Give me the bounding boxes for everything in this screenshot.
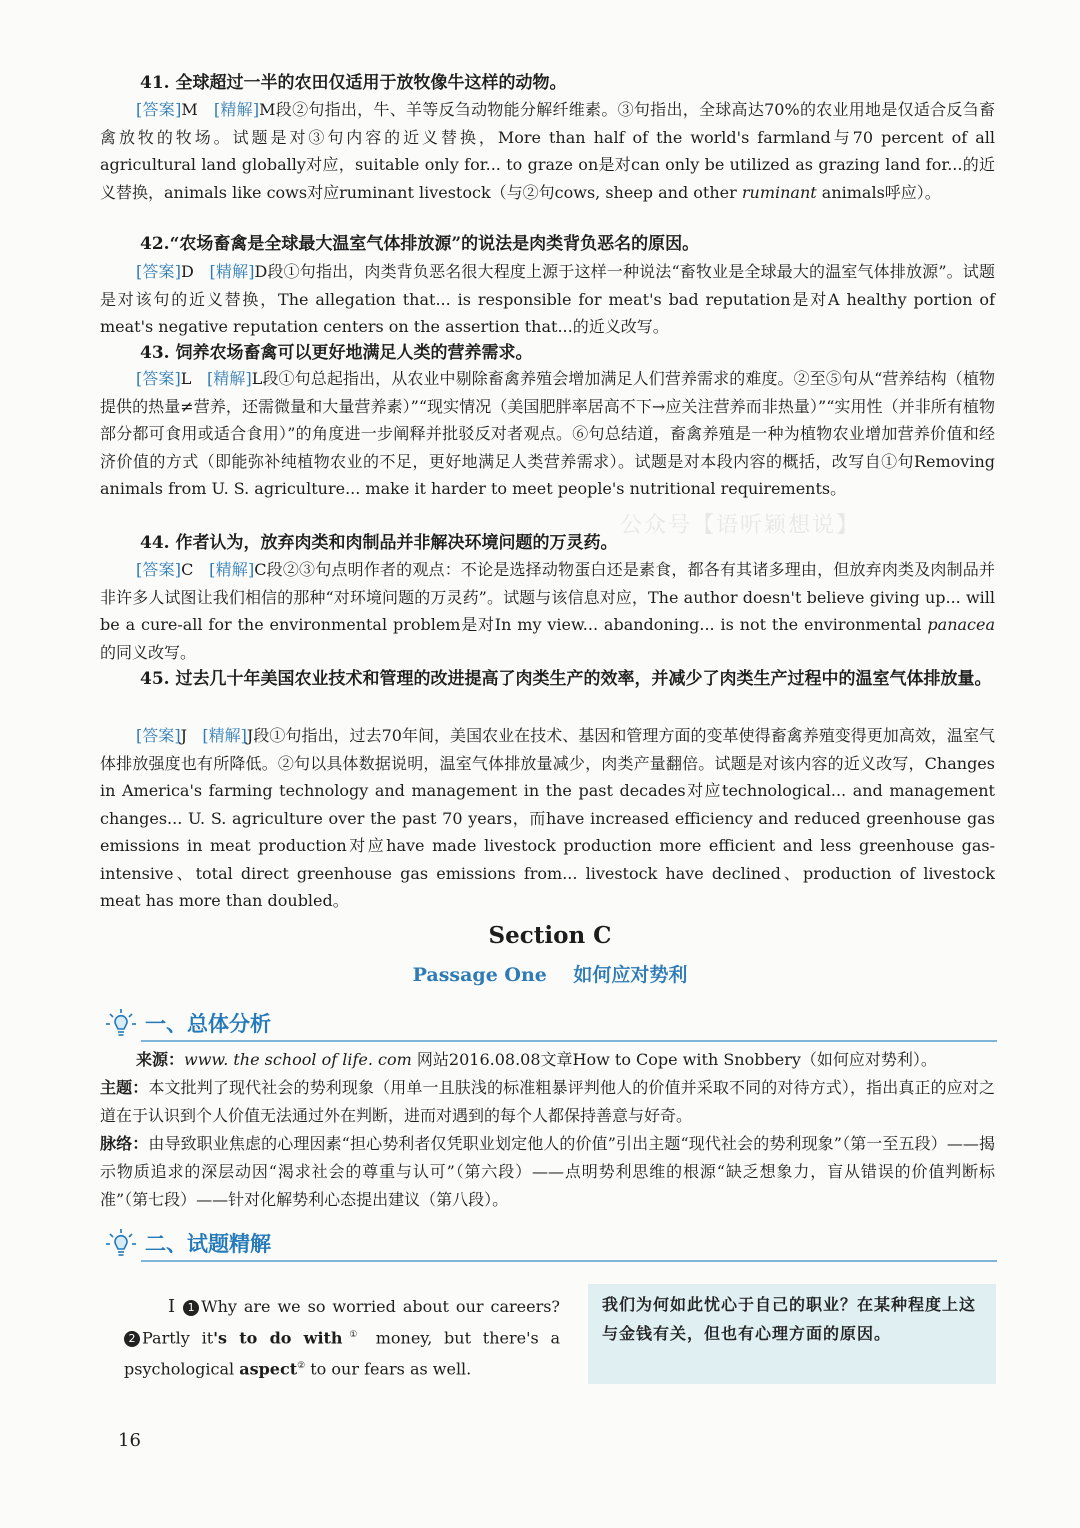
- passage-title-zh: 如何应对势利: [573, 964, 688, 986]
- question-41-title: 41. 全球超过一半的农田仅适用于放牧像牛这样的动物。: [140, 73, 567, 93]
- sentence-number: 2: [124, 1331, 140, 1347]
- question-44-explanation: [100, 556, 995, 666]
- paragraph-mark: I: [168, 1296, 176, 1317]
- theme-label: 主题：: [100, 1078, 149, 1097]
- question-42-explanation: [100, 258, 995, 341]
- explain-text-end: animals呼应）。: [816, 182, 941, 202]
- answer-tag: [答案]: [136, 262, 181, 281]
- passage-title-en: Passage One: [412, 964, 547, 986]
- explain-italic: panacea: [927, 615, 995, 634]
- answer-tag: [答案]: [136, 100, 182, 119]
- watermark: 公众号【语听颖想说】: [620, 513, 861, 538]
- note-marker: ①: [342, 1330, 364, 1340]
- answer-letter: J: [180, 726, 187, 745]
- sentence-2-part-a: Partly it: [142, 1328, 214, 1348]
- lightbulb-icon: [105, 1008, 137, 1040]
- question-43-title: 43. 饲养农场畜禽可以更好地满足人类的营养需求。: [140, 343, 533, 363]
- sentence-1: Why are we so worried about our careers?: [201, 1297, 560, 1316]
- explain-text: L段①句总起指出，从农业中剔除畜禽养殖会增加满足人们营养需求的难度。②至⑤句从“营养结构（植物提供的热量≠营养，还需微量和大量营养素）”“现实情况（美国肥胖率居高不下→应关注营养而非热量）”“实用性（并非所有植物部分都可食用或适合食用）”的角度进一步阐释并批驳反对者观点。⑥句总结道，畜禽养殖是一种为植物农业增加营养价值和经济价值的方式（即能弥补纯植物农业的不足，更好地满足人类营养需求）。试题是对本段内容的概括，改写自①句Removing animals from U. S. agriculture... make it harder to meet people's nutritional requirements。: [100, 369, 995, 498]
- overview-heading-bar: [105, 1006, 997, 1042]
- context-text: 由导致职业焦虑的心理因素“担心势利者仅凭职业划定他人的价值”引出主题“现代社会的势利现象”（第一至五段）——揭示物质追求的深层动因“渴求社会的尊重与认可”（第六段）——点明势利思维的根源“缺乏想象力，盲从错误的价值判断标准”（第七段）——针对化解势利心态提出建议（第八段）。: [100, 1134, 995, 1209]
- page-number: 16: [118, 1430, 141, 1451]
- passage-paragraph-1: [124, 1292, 560, 1384]
- source-label: 来源：: [136, 1050, 185, 1069]
- sentence-2-part-b: money, but there's a psychological: [124, 1328, 560, 1379]
- explain-text: M段②句指出，牛、羊等反刍动物能分解纤维素。③句指出，全球高达70%的农业用地是仅适合反刍畜禽放牧的牧场。试题是对③句内容的近义替换，More than half of the world's farmland与70 percent of all agricultural land globally对应，suitable only for... to graze on是对can only be utilized as grazing land for...的近义替换，animals like cows对应ruminant livestock（与②句cows, sheep and other: [100, 100, 995, 202]
- key-word: aspect: [239, 1359, 298, 1379]
- explain-text: D段①句指出，肉类背负恶名很大程度上源于这样一种说法“畜牧业是全球最大的温室气体排放源”。试题是对该句的近义替换，The allegation that... is responsible for meat's bad reputation是对A healthy portion of meat's negative reputation centers on the assertion that...的近义改写。: [100, 262, 995, 336]
- question-42-title: 42.“农场畜禽是全球最大温室气体排放源”的说法是肉类背负恶名的原因。: [140, 234, 700, 254]
- note-marker: ②: [297, 1361, 306, 1372]
- heading-rule: [141, 1040, 997, 1042]
- question-43-explanation: [100, 365, 995, 503]
- source-line: [100, 1046, 995, 1074]
- answer-tag: [答案]: [136, 369, 181, 388]
- context-line: [100, 1130, 995, 1214]
- sentence-number: 1: [183, 1300, 199, 1316]
- explain-text-end: 的同义改写。: [100, 642, 197, 662]
- overview-summary: [100, 1046, 995, 1214]
- detail-heading: 二、试题精解: [145, 1232, 271, 1256]
- answer-letter: M: [181, 100, 198, 119]
- explain-tag: [精解]: [209, 262, 255, 281]
- theme-text: 本文批判了现代社会的势利现象（用单一且肤浅的标准粗暴评判他人的价值并采取不同的对待方式），指出真正的应对之道在于认识到个人价值无法通过外在判断，进而对遇到的每个人都保持善意与好奇。: [100, 1078, 995, 1125]
- section-title: Section C: [488, 922, 612, 949]
- answer-tag: [答案]: [136, 726, 181, 745]
- context-label: 脉络：: [100, 1134, 149, 1153]
- explain-text: C段②③句点明作者的观点：不论是选择动物蛋白还是素食，都各有其诸多理由，但放弃肉类及肉制品并非许多人试图让我们相信的那种“对环境问题的万灵药”。试题与该信息对应，The author doesn't believe giving up... will be a cure-all for the environmental problem是对In my view... abandoning... is not the environmental: [100, 560, 995, 634]
- heading-rule: [141, 1260, 997, 1262]
- question-44-title: 44. 作者认为，放弃肉类和肉制品并非解决环境问题的万灵药。: [140, 533, 618, 553]
- question-45-title: 45. 过去几十年美国农业技术和管理的改进提高了肉类生产的效率，并减少了肉类生产过程中的温室气体排放量。: [140, 669, 992, 689]
- sentence-2-part-c: to our fears as well.: [305, 1359, 472, 1379]
- explain-tag: [精解]: [209, 560, 255, 579]
- lightbulb-icon: [105, 1228, 137, 1260]
- answer-letter: D: [180, 262, 194, 281]
- answer-tag: [答案]: [136, 560, 182, 579]
- answer-letter: L: [180, 369, 192, 388]
- passage-title: [0, 960, 1080, 987]
- explain-tag: [精解]: [213, 100, 260, 119]
- question-41-explanation: [100, 96, 995, 206]
- source-text: 网站2016.08.08文章How to Cope with Snobbery（如何应对势利）。: [416, 1050, 937, 1069]
- explain-tag: [精解]: [206, 369, 252, 388]
- explain-text: J段①句指出，过去70年间，美国农业在技术、基因和管理方面的变革使得畜禽养殖变得更加高效，温室气体排放强度也有所降低。②句以具体数据说明，温室气体排放量减少，肉类产量翻倍。试题是对该内容的近义改写，Changes in America's farming technology and management in the past decades对应technological... and management changes... U. S. agriculture over the past 70 years，而have increased efficiency and reduced greenhouse gas emissions in meat production对应have made livestock production more efficient and less greenhouse gas-intensive、total direct greenhouse gas emissions from... livestock have declined、production of livestock meat has more than doubled。: [100, 726, 995, 910]
- answer-letter: C: [181, 560, 194, 579]
- overview-heading: 一、总体分析: [145, 1012, 271, 1036]
- detail-heading-bar: [105, 1226, 997, 1262]
- key-phrase: 's to do with: [213, 1328, 343, 1348]
- question-45-explanation: [100, 722, 995, 915]
- explain-tag: [精解]: [202, 726, 247, 745]
- translation-box: [588, 1284, 996, 1384]
- source-site: www. the school of life. com: [184, 1050, 412, 1069]
- translation-text: 我们为何如此忧心于自己的职业？在某种程度上这与金钱有关，但也有心理方面的原因。: [602, 1295, 977, 1343]
- explain-italic: ruminant: [741, 182, 817, 202]
- theme-line: [100, 1074, 995, 1130]
